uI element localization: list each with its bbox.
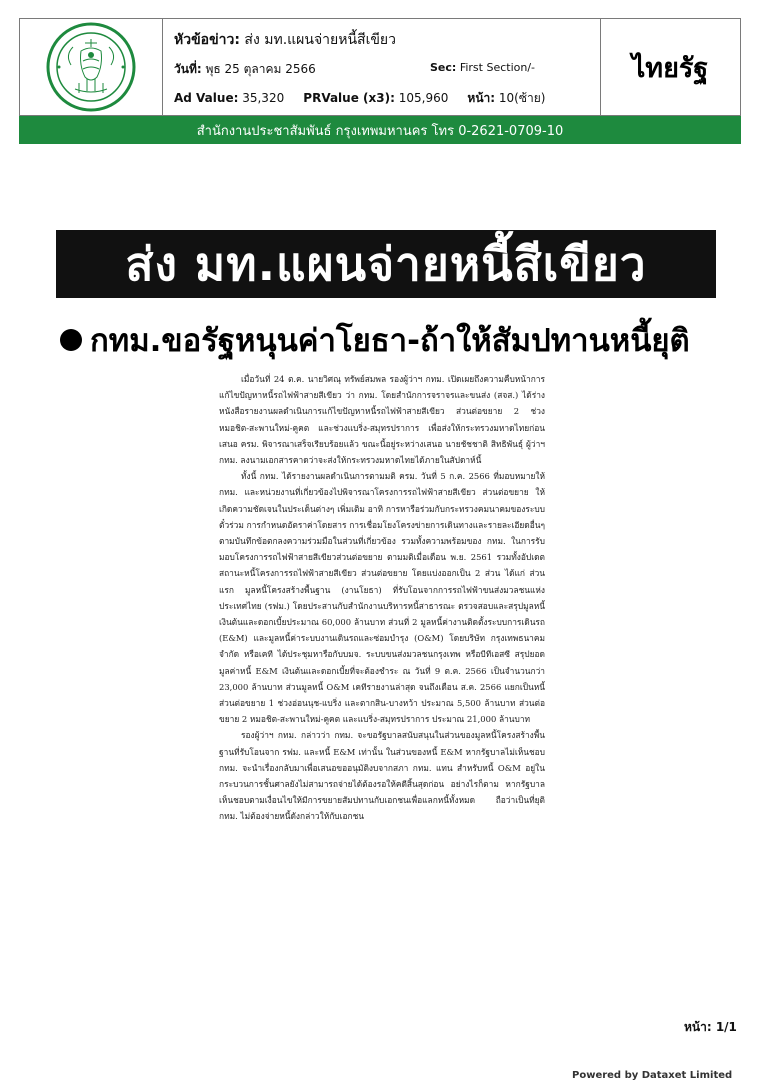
section-field (430, 61, 535, 74)
bma-logo-cell (20, 19, 163, 115)
page-number: หน้า: 1/1 (684, 1020, 737, 1034)
article-body (219, 371, 545, 825)
date-value: พุธ 25 ตุลาคม 2566 (205, 62, 316, 76)
ad-value: 35,320 (242, 91, 285, 105)
page-value: 10(ซ้าย) (498, 91, 546, 105)
ad-value-label: Ad Value: (174, 91, 239, 105)
page-label: หน้า: (467, 91, 496, 105)
section-label: Sec: (430, 61, 457, 74)
contact-bar (19, 116, 741, 144)
article-headline (56, 230, 716, 298)
powered-by: Powered by Dataxet Limited (572, 1070, 733, 1081)
newspaper-name: ไทยรัฐ (631, 52, 709, 84)
headline-field-value: ส่ง มท.แผนจ่ายหนี้สีเขียว (244, 32, 396, 48)
article-paragraph: เมื่อวันที่ 24 ต.ค. นายวิศณุ ทรัพย์สมพล รองผู้ว่าฯ กทม. เปิดเผยถึงความคืบหน้าการแก้ไขปัญหาหนี้รถไฟฟ้าสายสีเขียว ว่า กทม. โดยสำนักการจราจรและขนส่ง (สจส.) ได้ร่างหนังสือรายงานผลดำเนินการแก้ไขปัญหาหนี้รถไฟฟ้าสายสีเขียว ส่วนต่อขยาย 2 ช่วงหมอชิต-สะพานใหม่-คูคต และช่วงแบริ่ง-สมุทรปราการ เพื่อส่งให้กระทรวงมหาดไทยก่อนเสนอ ครม. พิจารณาเสร็จเรียบร้อยแล้ว ขณะนี้อยู่ระหว่างเสนอ นายชัชชาติ สิทธิพันธุ์ ผู้ว่าฯ กทม. ลงนามเอกสารคาดว่าจะส่งให้กระทรวงมหาดไทยได้ภายในสัปดาห์นี้ (219, 374, 545, 466)
clipping-header (19, 18, 741, 116)
contact-text: สำนักงานประชาสัมพันธ์ กรุงเทพมหานคร โทร 0-2621-0709-10 (196, 123, 564, 139)
article-paragraph: ทั้งนี้ กทม. ได้รายงานผลดำเนินการตามมติ ครม. วันที่ 5 ก.ค. 2566 ที่มอบหมายให้ กทม. และหน่วยงานที่เกี่ยวข้องไปพิจารณาโครงการรถไฟฟ้าสายสีเขียว ส่วนต่อขยาย ให้เกิดความชัดเจนในประเด็นต่างๆ เพิ่มเติม อาทิ การหารือร่วมกับกระทรวงคมนาคมของระบบตั๋วร่วม การกำหนดอัตราค่าโดยสาร การเชื่อมโยงโครงข่ายการเดินทางและรายละเอียดอื่นๆ ตามบันทึกข้อตกลงความร่วมมือในส่วนที่เกี่ยวข้อง รวมทั้งความพร้อมของ กทม. ในการรับมอบโครงการรถไฟฟ้าสายสีเขียวส่วนต่อขยาย ตามมติเมื่อเดือน พ.ย. 2561 รวมทั้งอัปเดตสถานะหนี้โครงการรถไฟฟ้าสายสีเขียว ส่วนต่อขยาย โดยแบ่งออกเป็น 2 ส่วน ได้แก่ ส่วนแรก มูลหนี้โครงสร้างพื้นฐาน (งานโยธา) ที่รับโอนจากการรถไฟฟ้าขนส่งมวลชนแห่งประเทศไทย (รฟม.) โดยประสานกับสำนักงานบริหารหนี้สาธารณะ ตรวจสอบและสรุปมูลหนี้เงินต้นและดอกเบี้ยประมาณ 60,000 ล้านบาท ส่วนที่ 2 มูลหนี้ค่างานติดตั้งระบบการเดินรถ (E&M) และมูลหนี้ค่าระบบงานเดินรถและซ่อมบำรุง (O&M) โดยบริษัท กรุงเทพธนาคม จำกัด หรือเคที ได้ประชุมหารือกับบมจ. ระบบขนส่งมวลชนกรุงเทพ หรือบีทีเอสซี สรุปยอดมูลค่าหนี้ E&M เงินต้นและดอกเบี้ยที่จะต้องชำระ ณ วันที่ 9 ต.ค. 2566 เป็นจำนวนกว่า 23,000 ล้านบาท ส่วนมูลหนี้ O&M เคทีรายงานล่าสุด จนถึงเดือน ส.ค. 2566 แยกเป็นหนี้ ส่วนต่อขยาย 1 ช่วงอ่อนนุช-แบริ่ง และตากสิน-บางหว้า ประมาณ 5,500 ล้านบาท ส่วนต่อขยาย 2 หมอชิต-สะพานใหม่-คูคต และแบริ่ง-สมุทรปราการ ประมาณ 21,000 ล้านบาท (219, 471, 545, 725)
bma-seal-logo (45, 21, 137, 113)
article-headline-text: ส่ง มท.แผนจ่ายหนี้สีเขียว (125, 236, 647, 291)
value-field (174, 89, 545, 108)
article-paragraph: รองผู้ว่าฯ กทม. กล่าวว่า กทม. จะขอรัฐบาลสนับสนุนในส่วนของมูลหนี้โครงสร้างพื้นฐานที่รับโอนจาก รฟม. และหนี้ E&M เท่านั้น ในส่วนของหนี้ E&M หากรัฐบาลไม่เห็นชอบ กทม. จะนำเรื่องกลับมาเพื่อเสนอขออนุมัติงบจากสภา กทม. แทน สำหรับหนี้ O&M อยู่ในกระบวนการชั้นศาลยังไม่สามารถจ่ายได้ต้องรอให้คดีสิ้นสุดก่อน อย่างไรก็ตาม หากรัฐบาลเห็นชอบตามเงื่อนไขให้มีการขยายสัมปทานกับเอกชนเพื่อแลกหนี้ทั้งหมด ถือว่าเป็นที่ยุติ กทม. ไม่ต้องจ่ายหนี้ดังกล่าวให้กับเอกชน (219, 730, 545, 822)
headline-field-label: หัวข้อข่าว: (174, 32, 240, 48)
newspaper-cell (600, 19, 740, 115)
date-label: วันที่: (174, 62, 202, 76)
section-value: First Section/- (459, 61, 536, 74)
pr-value-label: PRValue (x3): (303, 91, 395, 105)
article-subheadline-text: กทม.ขอรัฐหนุนค่าโยธา-ถ้าให้สัมปทานหนี้ยุติ (90, 323, 690, 359)
bullet-icon (60, 329, 82, 351)
pr-value: 105,960 (398, 91, 449, 105)
article-subheadline (60, 318, 730, 362)
clipping-info (162, 19, 601, 115)
headline-field (174, 29, 396, 51)
date-field (174, 60, 316, 79)
